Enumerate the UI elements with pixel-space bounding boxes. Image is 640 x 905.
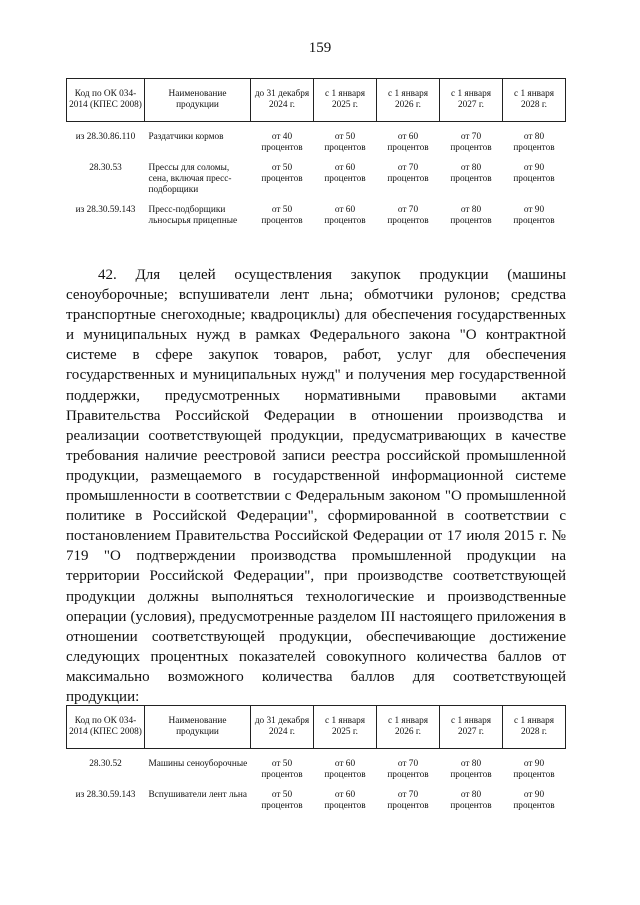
requirements-table-1 xyxy=(66,78,566,235)
product-name: Раздатчики кормов xyxy=(148,132,224,142)
percent-value: от 60 процентов xyxy=(324,205,366,226)
percent-value: от 50 процентов xyxy=(261,759,303,780)
table-header-row xyxy=(67,706,566,749)
header-period: с 1 января 2028 г. xyxy=(503,706,566,749)
table-header-row xyxy=(67,79,566,122)
clause-42-paragraph: 42. Для целей осуществления закупок продукции (машины сеноуборочные; вспушиватели лент льна; обмотчики рулонов; средства транспортные снегоходные; квадроциклы) для обеспечения государственных и муниципальных нужд в рамках Федерального закона "О контрактной системе в сфере закупок товаров, работ, услуг для обеспечения государственных и муниципальных нужд" и получения мер государственной поддержки, предусмотренных нормативными правовыми актами Правительства Российской Федерации в отношении производства и реализации соответствующей продукции, предусматривающих в качестве требования наличие реестровой записи реестра российской промышленной продукции, размещаемого в государственной информационной системе промышленности в соответствии с Федеральным законом "О промышленной политике в Российской Федерации", сформированной в соответствии с постановлением Правительства Российской Федерации от 17 июля 2015 г. № 719 "О подтверждении производства промышленной продукции на территории Российской Федерации", при производстве соответствующей продукции должны выполняться технологические и производственные операции (условия), предусмотренные разделом III настоящего приложения в отношении соответствующей продукции, обеспечивающие достижение следующих процентных показателей совокупного количества баллов от максимально возможного количества баллов для соответствующей продукции: xyxy=(66,267,566,705)
table-row xyxy=(67,204,566,235)
percent-value: от 60 процентов xyxy=(324,790,366,811)
percent-value: от 70 процентов xyxy=(387,163,429,184)
percent-value: от 60 процентов xyxy=(387,132,429,153)
percent-value: от 50 процентов xyxy=(324,132,366,153)
percent-value: от 90 процентов xyxy=(513,759,555,780)
header-period: с 1 января 2027 г. xyxy=(440,79,503,122)
header-code: Код по ОК 034-2014 (КПЕС 2008) xyxy=(67,706,145,749)
percent-value: от 70 процентов xyxy=(387,759,429,780)
product-code: из 28.30.86.110 xyxy=(75,132,136,142)
product-code: 28.30.52 xyxy=(89,759,122,769)
requirements-table-2 xyxy=(66,705,566,820)
table-row xyxy=(67,749,566,790)
header-product-name: Наименование продукции xyxy=(145,79,251,122)
percent-value: от 90 процентов xyxy=(513,205,555,226)
percent-value: от 50 процентов xyxy=(261,790,303,811)
percent-value: от 70 процентов xyxy=(387,205,429,226)
header-code: Код по ОК 034-2014 (КПЕС 2008) xyxy=(67,79,145,122)
table-row xyxy=(67,789,566,820)
percent-value: от 70 процентов xyxy=(387,790,429,811)
product-name: Прессы для соломы, сена, включая пресс-подборщики xyxy=(148,163,232,195)
percent-value: от 40 процентов xyxy=(261,132,303,153)
product-name: Машины сеноуборочные xyxy=(148,759,248,769)
table-row xyxy=(67,122,566,163)
header-period: до 31 декабря 2024 г. xyxy=(251,79,314,122)
percent-value: от 80 процентов xyxy=(513,132,555,153)
percent-value: от 90 процентов xyxy=(513,163,555,184)
header-period: с 1 января 2025 г. xyxy=(314,706,377,749)
percent-value: от 70 процентов xyxy=(450,132,492,153)
product-code: из 28.30.59.143 xyxy=(75,205,136,215)
percent-value: от 60 процентов xyxy=(324,163,366,184)
percent-value: от 60 процентов xyxy=(324,759,366,780)
percent-value: от 90 процентов xyxy=(513,790,555,811)
percent-value: от 80 процентов xyxy=(450,205,492,226)
page-number: 159 xyxy=(308,40,332,56)
percent-value: от 80 процентов xyxy=(450,163,492,184)
header-period: с 1 января 2027 г. xyxy=(440,706,503,749)
header-period: с 1 января 2025 г. xyxy=(314,79,377,122)
percent-value: от 80 процентов xyxy=(450,759,492,780)
percent-value: от 50 процентов xyxy=(261,163,303,184)
table-row xyxy=(67,162,566,204)
product-code: 28.30.53 xyxy=(89,163,122,173)
product-code: из 28.30.59.143 xyxy=(75,790,136,800)
header-period: с 1 января 2026 г. xyxy=(377,706,440,749)
header-period: с 1 января 2026 г. xyxy=(377,79,440,122)
product-name: Пресс-подборщики льносырья прицепные xyxy=(148,205,238,226)
percent-value: от 80 процентов xyxy=(450,790,492,811)
product-name: Вспушиватели лент льна xyxy=(148,790,247,800)
header-period: с 1 января 2028 г. xyxy=(503,79,566,122)
percent-value: от 50 процентов xyxy=(261,205,303,226)
header-period: до 31 декабря 2024 г. xyxy=(251,706,314,749)
header-product-name: Наименование продукции xyxy=(145,706,251,749)
